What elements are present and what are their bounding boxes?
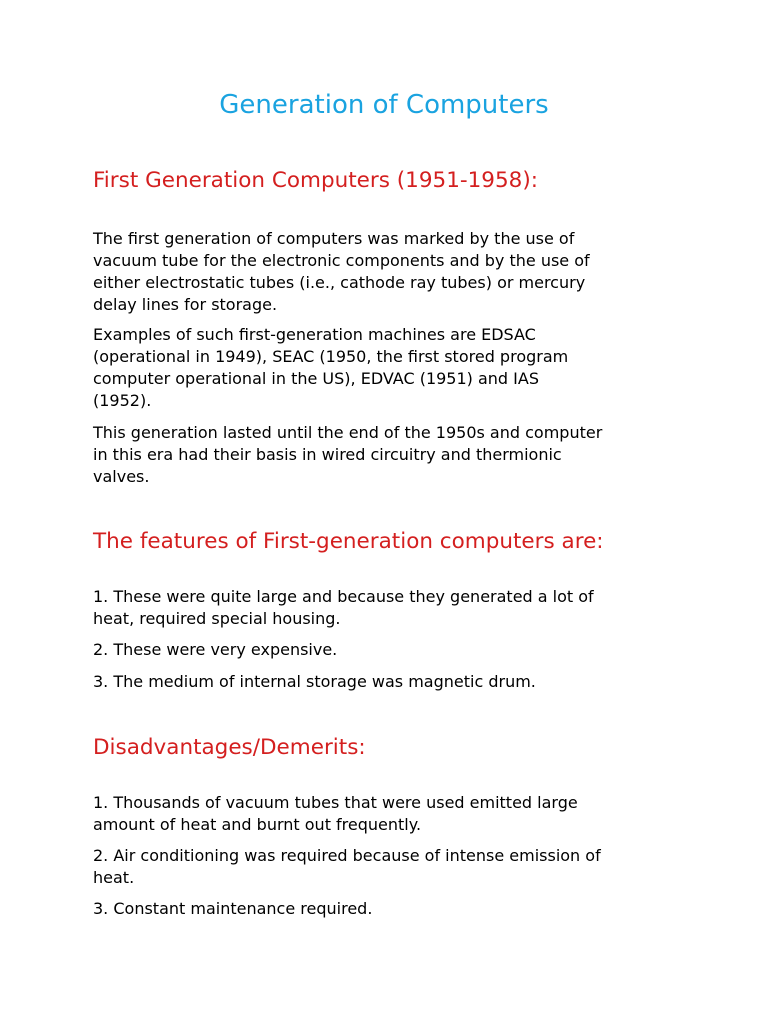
list-item-disadvantage-2 xyxy=(93,845,683,889)
section-heading-disadvantages: Disadvantages/Demerits: xyxy=(93,735,366,760)
text-line: in this era had their basis in wired circuitry and thermionic xyxy=(93,445,562,464)
text-line: (operational in 1949), SEAC (1950, the first stored program xyxy=(93,347,569,366)
text-line: (1952). xyxy=(93,391,152,410)
text-line: computer operational in the US), EDVAC (1951) and IAS xyxy=(93,369,539,388)
text-line: This generation lasted until the end of the 1950s and computer xyxy=(93,423,603,442)
text-line: either electrostatic tubes (i.e., cathode ray tubes) or mercury xyxy=(93,273,586,292)
text-line: valves. xyxy=(93,467,150,486)
paragraph-first-generation-examples xyxy=(93,324,683,412)
text-line: 2. These were very expensive. xyxy=(93,640,338,659)
text-line: heat, required special housing. xyxy=(93,609,341,628)
document-title: Generation of Computers xyxy=(219,90,549,120)
section-heading-first-generation: First Generation Computers (1951-1958): xyxy=(93,168,538,193)
text-line: amount of heat and burnt out frequently. xyxy=(93,815,422,834)
text-line: Examples of such first-generation machines are EDSAC xyxy=(93,325,536,344)
paragraph-first-generation-intro xyxy=(93,228,683,316)
list-item-feature-3 xyxy=(93,671,683,693)
list-item-feature-1 xyxy=(93,586,683,630)
text-line: vacuum tube for the electronic components and by the use of xyxy=(93,251,590,270)
text-line: 1. These were quite large and because they generated a lot of xyxy=(93,587,594,606)
list-item-feature-2 xyxy=(93,639,683,661)
paragraph-first-generation-era xyxy=(93,422,683,488)
text-line: 1. Thousands of vacuum tubes that were used emitted large xyxy=(93,793,578,812)
text-line: delay lines for storage. xyxy=(93,295,278,314)
text-line: The first generation of computers was marked by the use of xyxy=(93,229,575,248)
list-item-disadvantage-1 xyxy=(93,792,683,836)
text-line: 3. The medium of internal storage was magnetic drum. xyxy=(93,672,536,691)
list-item-disadvantage-3 xyxy=(93,898,683,920)
text-line: heat. xyxy=(93,868,135,887)
text-line: 3. Constant maintenance required. xyxy=(93,899,373,918)
section-heading-features: The features of First-generation computers are: xyxy=(93,529,604,554)
text-line: 2. Air conditioning was required because of intense emission of xyxy=(93,846,601,865)
